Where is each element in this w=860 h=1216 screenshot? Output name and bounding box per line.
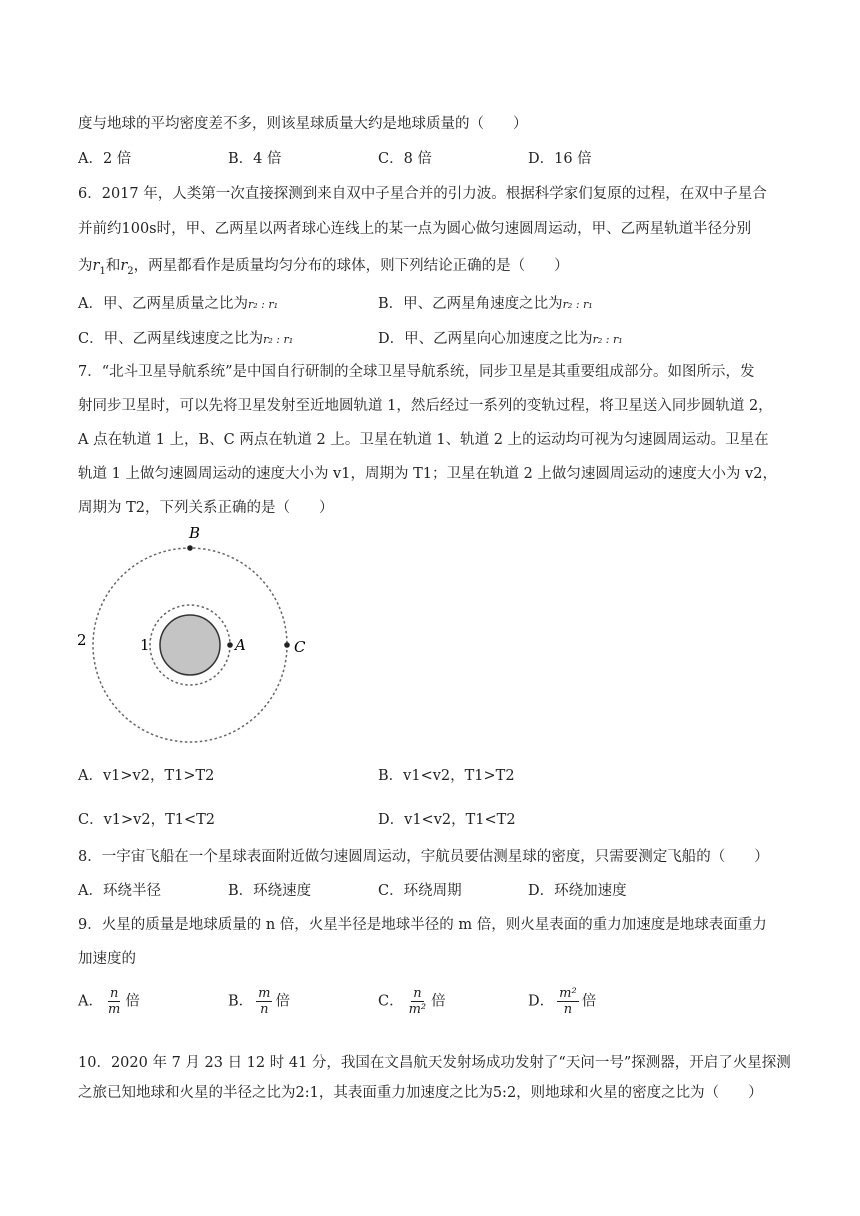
q6-option-c: C．甲、乙两星线速度之比为r₂ : r₁ [78, 331, 294, 347]
q7-line2: 射同步卫星时，可以先将卫星发射至近地圆轨道 1，然后经过一系列的变轨过程，将卫星送入同步圆轨道 2， [78, 398, 773, 414]
orbit-diagram [60, 518, 330, 758]
q7-option-a: A．v1>v2，T1>T2 [78, 768, 215, 784]
point-a [227, 642, 233, 648]
q7-line3: A 点在轨道 1 上，B、C 两点在轨道 2 上。卫星在轨道 1、轨道 2 上的运动均可视为匀速圆周运动。卫星在 [78, 432, 769, 448]
q9-option-b: B． $\frac{m}{n}$ 倍 [228, 986, 290, 1017]
label-orbit-2: 2 [77, 631, 87, 649]
q5-option-c: C．8 倍 [378, 151, 432, 167]
q5-option-b: B．4 倍 [228, 151, 282, 167]
q9-line2: 加速度的 [78, 951, 136, 967]
q8-option-a: A．环绕半径 [78, 883, 161, 899]
point-c [284, 642, 290, 648]
label-orbit-1: 1 [140, 636, 150, 654]
q6-line3: 为$r_1$和$r_2$，两星都看作是质量均匀分布的球体，则下列结论正确的是（ ） [78, 258, 569, 277]
q8-line1: 8．一宇宙飞船在一个星球表面附近做匀速圆周运动，宇航员要估测星球的密度，只需要测定飞船的（ ） [78, 849, 769, 865]
label-a: A [235, 636, 246, 654]
q8-option-c: C．环绕周期 [378, 883, 462, 899]
q6-option-d: D．甲、乙两星向心加速度之比为r₂ : r₁ [378, 331, 623, 347]
q9-line1: 9．火星的质量是地球质量的 n 倍，火星半径是地球半径的 m 倍，则火星表面的重力加速度是地球表面重力 [78, 917, 767, 933]
q6-line2: 并前约100s时，甲、乙两星以两者球心连线上的某一点为圆心做匀速圆周运动，甲、乙两星轨道半径分别 [78, 221, 752, 237]
q9-option-d: D． $\frac{\text{m²}}{n}$ 倍 [528, 986, 597, 1017]
q5-option-d: D．16 倍 [528, 151, 592, 167]
q8-option-d: D．环绕加速度 [528, 883, 627, 899]
earth [160, 615, 220, 675]
q10-line1: 10．2020 年 7 月 23 日 12 时 41 分，我国在文昌航天发射场成功发射了“天问一号”探测器，开启了火星探测 [78, 1055, 791, 1071]
q7-option-b: B．v1<v2，T1>T2 [378, 768, 515, 784]
q7-option-c: C．v1>v2，T1<T2 [78, 812, 216, 828]
q5-option-a: A．2 倍 [78, 151, 132, 167]
q6-option-a: A．甲、乙两星质量之比为r₂ : r₁ [78, 296, 279, 312]
q6-line1: 6．2017 年，人类第一次直接探测到来自双中子星合并的引力波。根据科学家们复原的过程，在双中子星合 [78, 186, 767, 202]
q7-line4: 轨道 1 上做匀速圆周运动的速度大小为 v1，周期为 T1；卫星在轨道 2 上做匀速圆周运动的速度大小为 v2， [78, 466, 777, 482]
label-b: B [189, 524, 201, 542]
q10-line2: 之旅已知地球和火星的半径之比为2:1，其表面重力加速度之比为5:2，则地球和火星的密度之比为（ ） [78, 1085, 763, 1101]
q9-option-c: C． $\frac{n}{\text{m²}}$ 倍 [378, 986, 446, 1017]
label-c: C [294, 638, 306, 656]
q7-line1: 7．“北斗卫星导航系统”是中国自行研制的全球卫星导航系统，同步卫星是其重要组成部分。如图所示，发 [78, 364, 755, 380]
q9-option-a: A． $\frac{n}{m}$ 倍 [78, 986, 140, 1017]
q5-text: 度与地球的平均密度差不多，则该星球质量大约是地球质量的（ ） [78, 116, 528, 132]
q7-line5: 周期为 T2，下列关系正确的是（ ） [78, 500, 334, 516]
q8-option-b: B．环绕速度 [228, 883, 312, 899]
q6-option-b: B．甲、乙两星角速度之比为r₂ : r₁ [378, 296, 593, 312]
q7-option-d: D．v1<v2，T1<T2 [378, 812, 516, 828]
point-b [187, 545, 193, 551]
